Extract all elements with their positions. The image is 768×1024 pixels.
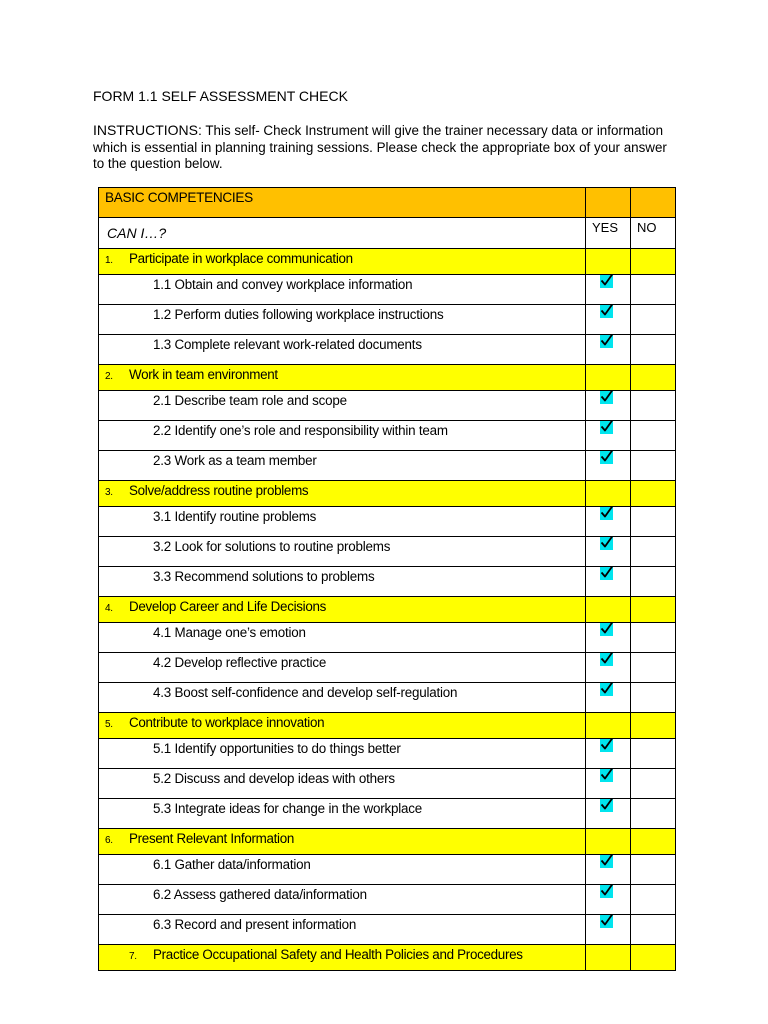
section-no-cell [631, 365, 676, 391]
no-checkbox-cell[interactable] [631, 623, 676, 653]
section-yes-cell [586, 365, 631, 391]
no-checkbox-cell[interactable] [631, 451, 676, 481]
competency-label: 3.3 Recommend solutions to problems [99, 567, 586, 597]
competency-label: 2.2 Identify one’s role and responsibility within team [99, 421, 586, 451]
yes-checkbox-cell[interactable] [586, 885, 631, 915]
section-title-cell [99, 945, 586, 971]
section-title-cell [99, 249, 586, 275]
instructions [93, 122, 678, 173]
section-yes-cell [586, 945, 631, 971]
section-row [99, 829, 676, 855]
no-checkbox-cell[interactable] [631, 739, 676, 769]
section-row [99, 365, 676, 391]
section-title-cell [99, 481, 586, 507]
section-yes-cell [586, 829, 631, 855]
competency-row [99, 275, 676, 305]
yes-checkbox-cell[interactable] [586, 421, 631, 451]
section-number: 5. [105, 719, 113, 730]
header-no-cell [631, 188, 676, 218]
yes-checkbox-cell[interactable] [586, 451, 631, 481]
section-no-cell [631, 829, 676, 855]
section-number: 4. [105, 603, 113, 614]
checkmark-icon [600, 855, 613, 868]
checkmark-icon [600, 507, 613, 520]
no-checkbox-cell[interactable] [631, 421, 676, 451]
competency-row [99, 653, 676, 683]
checkmark-icon [600, 769, 613, 782]
competency-row [99, 421, 676, 451]
competencies-header-row [99, 188, 676, 218]
competency-row [99, 769, 676, 799]
section-title-cell [99, 597, 586, 623]
yes-column-label: YES [586, 218, 631, 249]
competency-row [99, 537, 676, 567]
no-checkbox-cell[interactable] [631, 507, 676, 537]
competency-row [99, 391, 676, 421]
checkmark-icon [600, 567, 613, 580]
competency-label: 5.3 Integrate ideas for change in the workplace [99, 799, 586, 829]
competency-label: 1.2 Perform duties following workplace instructions [99, 305, 586, 335]
competency-label: 1.3 Complete relevant work-related documents [99, 335, 586, 365]
checkmark-icon [600, 537, 613, 550]
yes-checkbox-cell[interactable] [586, 855, 631, 885]
competency-row [99, 915, 676, 945]
competency-label: 5.2 Discuss and develop ideas with others [99, 769, 586, 799]
no-checkbox-cell[interactable] [631, 335, 676, 365]
section-title: Develop Career and Life Decisions [129, 599, 327, 614]
yes-checkbox-cell[interactable] [586, 915, 631, 945]
checkmark-icon [600, 451, 613, 464]
competency-row [99, 305, 676, 335]
competency-label: 6.2 Assess gathered data/information [99, 885, 586, 915]
no-checkbox-cell[interactable] [631, 683, 676, 713]
yes-checkbox-cell[interactable] [586, 769, 631, 799]
section-no-cell [631, 945, 676, 971]
section-number: 2. [105, 371, 113, 382]
section-title: Practice Occupational Safety and Health Policies and Procedures [153, 947, 523, 962]
checkmark-icon [600, 421, 613, 434]
yes-checkbox-cell[interactable] [586, 739, 631, 769]
no-checkbox-cell[interactable] [631, 653, 676, 683]
section-yes-cell [586, 713, 631, 739]
can-i-row [99, 218, 676, 249]
can-i-label: CAN I…? [99, 218, 586, 249]
yes-checkbox-cell[interactable] [586, 391, 631, 421]
yes-checkbox-cell[interactable] [586, 799, 631, 829]
yes-checkbox-cell[interactable] [586, 623, 631, 653]
competency-row [99, 885, 676, 915]
section-row [99, 249, 676, 275]
competency-row [99, 855, 676, 885]
section-no-cell [631, 597, 676, 623]
section-title-cell [99, 829, 586, 855]
checkmark-icon [600, 799, 613, 812]
section-row [99, 597, 676, 623]
competencies-header: BASIC COMPETENCIES [99, 188, 586, 218]
no-checkbox-cell[interactable] [631, 799, 676, 829]
competency-label: 2.1 Describe team role and scope [99, 391, 586, 421]
section-row [99, 945, 676, 971]
competency-label: 1.1 Obtain and convey workplace information [99, 275, 586, 305]
section-no-cell [631, 713, 676, 739]
competency-row [99, 739, 676, 769]
competency-row [99, 451, 676, 481]
competency-row [99, 507, 676, 537]
section-title: Participate in workplace communication [129, 251, 353, 266]
section-no-cell [631, 481, 676, 507]
no-column-label: NO [631, 218, 676, 249]
yes-checkbox-cell[interactable] [586, 335, 631, 365]
yes-checkbox-cell[interactable] [586, 305, 631, 335]
checkmark-icon [600, 915, 613, 928]
competency-label: 3.1 Identify routine problems [99, 507, 586, 537]
competency-label: 4.2 Develop reflective practice [99, 653, 586, 683]
competency-label: 5.1 Identify opportunities to do things better [99, 739, 586, 769]
section-number: 1. [105, 255, 113, 266]
no-checkbox-cell[interactable] [631, 567, 676, 597]
section-yes-cell [586, 597, 631, 623]
section-title: Solve/address routine problems [129, 483, 309, 498]
yes-checkbox-cell[interactable] [586, 683, 631, 713]
no-checkbox-cell[interactable] [631, 769, 676, 799]
section-number: 7. [129, 951, 137, 962]
no-checkbox-cell[interactable] [631, 537, 676, 567]
checkmark-icon [600, 305, 613, 318]
checkmark-icon [600, 885, 613, 898]
competency-row [99, 567, 676, 597]
checkmark-icon [600, 623, 613, 636]
yes-checkbox-cell[interactable] [586, 567, 631, 597]
competency-label: 3.2 Look for solutions to routine problems [99, 537, 586, 567]
competency-label: 4.3 Boost self-confidence and develop self-regulation [99, 683, 586, 713]
section-no-cell [631, 249, 676, 275]
checkmark-icon [600, 275, 613, 288]
checkmark-icon [600, 391, 613, 404]
section-title-cell [99, 713, 586, 739]
section-title: Contribute to workplace innovation [129, 715, 325, 730]
competency-label: 6.1 Gather data/information [99, 855, 586, 885]
section-title: Present Relevant Information [129, 831, 295, 846]
checkmark-icon [600, 335, 613, 348]
no-checkbox-cell[interactable] [631, 885, 676, 915]
no-checkbox-cell[interactable] [631, 915, 676, 945]
no-checkbox-cell[interactable] [631, 305, 676, 335]
section-row [99, 713, 676, 739]
competency-row [99, 799, 676, 829]
section-number: 3. [105, 487, 113, 498]
competency-row [99, 335, 676, 365]
checkmark-icon [600, 683, 613, 696]
self-assessment-table [98, 187, 676, 971]
yes-checkbox-cell[interactable] [586, 537, 631, 567]
header-yes-cell [586, 188, 631, 218]
no-checkbox-cell[interactable] [631, 391, 676, 421]
no-checkbox-cell[interactable] [631, 275, 676, 305]
section-title-cell [99, 365, 586, 391]
instructions-label: INSTRUCTIONS: [93, 122, 202, 138]
competency-label: 6.3 Record and present information [99, 915, 586, 945]
checkmark-icon [600, 739, 613, 752]
competency-row [99, 683, 676, 713]
section-yes-cell [586, 481, 631, 507]
section-number: 6. [105, 835, 113, 846]
section-row [99, 481, 676, 507]
section-yes-cell [586, 249, 631, 275]
competency-row [99, 623, 676, 653]
competency-label: 2.3 Work as a team member [99, 451, 586, 481]
section-title: Work in team environment [129, 367, 278, 382]
no-checkbox-cell[interactable] [631, 855, 676, 885]
competency-label: 4.1 Manage one’s emotion [99, 623, 586, 653]
checkmark-icon [600, 653, 613, 666]
form-title: FORM 1.1 SELF ASSESSMENT CHECK [93, 88, 348, 104]
yes-checkbox-cell[interactable] [586, 653, 631, 683]
yes-checkbox-cell[interactable] [586, 275, 631, 305]
instructions-text: This self- Check Instrument will give the trainer necessary data or information which is essential in planning training sessions. Please check the appropriate box of your answer to the question below. [93, 123, 667, 171]
yes-checkbox-cell[interactable] [586, 507, 631, 537]
